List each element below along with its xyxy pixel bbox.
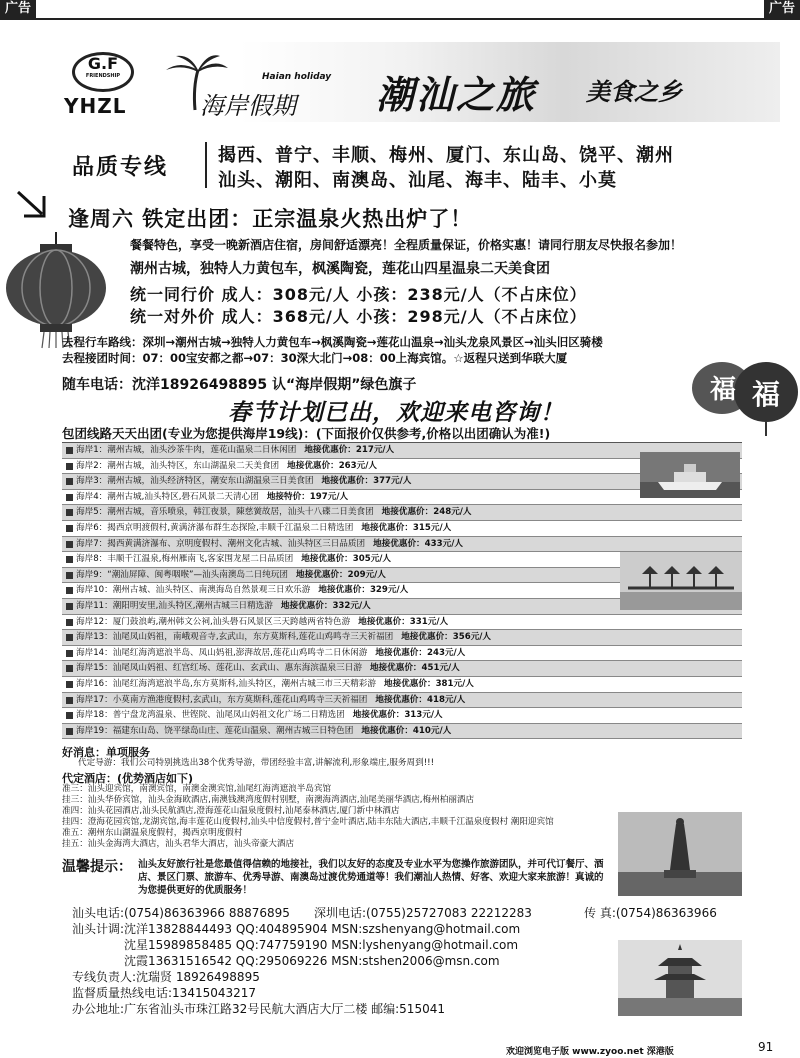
tour-row-name: 海岸10：潮州古城、汕头特区、南澳海岛自然景观三日欢乐游 [76,585,311,596]
tour-name: 潮州古城，独特人力黄包车，枫溪陶瓷，莲花山四星温泉二天美食团 [130,261,550,277]
bullet-square-icon [66,447,73,454]
brand-en: Haian holiday [262,72,332,82]
bullet-square-icon [66,681,73,688]
tour-row-price-label: 地接优惠价： [369,663,422,674]
guide-service: 代定导游：我们公司特别挑选出38个优秀导游，带团经验丰富,讲解流利,形象端庄,服务周到!!! [78,758,435,768]
bullet-square-icon [66,587,73,594]
arrow-down-right-icon [14,188,50,222]
tour-row [62,661,742,677]
warm-tip-title: 温馨提示： [62,859,132,875]
tour-row-price: 332元/人 [332,600,371,611]
tour-row-name: 海岸18：普宁盘龙湾温泉、世铿院、汕尾凤山妈祖文化广场二日精选团 [76,710,345,721]
bridge-image [620,552,742,610]
line-manager: 专线负责人:沈瑞贤 18926498895 [72,970,260,984]
tour-row-price: 451元/人 [421,663,460,674]
tour-row-price-label: 地接优惠价： [304,445,356,455]
hotel-line: 准三：汕头迎宾馆，南澳宾馆，南澳金澳宾馆,汕尾红海湾遮浪半岛宾馆 [62,784,332,794]
bullet-square-icon [66,728,73,735]
gf-logo [72,52,134,92]
tour-row [62,693,742,709]
tour-row-price: 197元/人 [309,491,349,502]
pickup-text: 去程接团时间：07：00宝安都之都→07：30深大北门→08：00上海宾馆。☆返程只送到华联大厦 [62,351,568,365]
fu-lantern-icon [682,352,800,436]
pagoda-image [618,940,742,1016]
page-number: 91 [758,1040,774,1054]
tour-row-price-label: 地接优惠价： [381,507,434,518]
bullet-square-icon [66,556,73,563]
shantou-tel: 汕头电话:(0754)86363966 88876895 [72,906,290,920]
tour-row-name: 海岸15：汕尾凤山妈祖、红宫红场、莲花山、玄武山、惠东海滨温泉三日游 [76,663,362,674]
tour-row-name: 海岸1：潮州古城，汕头沙茶牛肉，莲花山温泉二日休闲团 [76,445,297,455]
tour-row-name: 海岸9：“潮汕屏障、闽粤咽喉”—汕头南澳岛二日纯玩团 [76,569,289,580]
tour-row-price-label: 地接优惠价： [301,554,353,565]
spring-plan: 春节计划已出，欢迎来电咨询！ [228,400,564,426]
tour-row [62,646,742,662]
hotel-line: 挂五：汕头金海湾大酒店，汕头君华大酒店，汕头帝豪大酒店 [62,839,295,849]
tour-row-price-label: 地接优惠价： [384,678,436,689]
tour-row-price: 305元/人 [352,554,392,565]
tour-row-name: 海岸12：厦门鼓浪屿,潮州韩文公祠,汕头礐石风景区三天跨越两省特色游 [76,616,351,627]
tour-row-price-label: 地接优惠价： [321,476,374,487]
tour-row-price: 381元/人 [435,678,474,689]
ad-tag-left: 广告 [0,0,36,18]
tour-row-price: 356元/人 [452,632,492,643]
tour-row-price: 377元/人 [373,476,412,487]
shenzhen-tel: 深圳电话:(0755)25727083 22212283 [314,906,532,920]
hotel-line: 准四：汕头花园酒店,汕头民航酒店,澄海莲花山温泉度假村,汕尾泰林酒店,厦门新中林酒店 [62,806,400,816]
bullet-square-icon [66,619,73,626]
yhzl-logo-text: YHZL [64,94,127,118]
good-news-title: 好消息：单项服务 [62,746,150,759]
tour-row-price-label: 地接优惠价： [373,538,425,549]
footer-text: 欢迎浏览电子版 www.zyoo.net 深港版 [506,1047,674,1057]
tour-row-name: 海岸3：潮州古城，汕头经济特区，潮安东山湖温泉三日美食团 [76,476,314,487]
hotel-line: 挂四：澄海花园宾馆,龙湖宾馆,海丰莲花山度假村,汕头中信度假村,普宁金叶酒店,陆丰东陆大酒店,丰顺千江温泉度假村 潮阳迎宾馆 [62,817,554,827]
tour-row-price: 331元/人 [409,616,449,627]
tour-row-price-label: 地接优惠价： [296,569,348,580]
bullet-square-icon [66,665,73,672]
tour-row-price-label: 地接优惠价： [352,710,405,721]
hotel-line: 挂三：汕头华侨宾馆，汕头金海欧酒店,南澳钱澳湾度假村别墅，南澳海湾酒店,汕尾美丽华酒店,梅州柏丽酒店 [62,795,475,805]
price-retail: 统一对外价 成人：368元/人 小孩：298元/人（不占床位） [130,307,587,326]
top-divider [0,18,800,20]
tour-row-price-label: 地接特价： [266,491,310,502]
tour-row-price: 433元/人 [424,538,463,549]
tour-row-price: 217元/人 [355,445,395,455]
fu-char-1: 福 [710,375,737,405]
tour-row-price: 263元/人 [338,460,377,471]
tour-row-price-label: 地接优惠价： [287,460,339,471]
tour-row [62,677,742,693]
supervision-hotline: 监督质量热线电话:13415043217 [72,986,257,1000]
tour-row-name: 海岸13：汕尾凤山妈祖，南峨观音寺,玄武山，东方莫斯科,莲花山鸡鸣寺三天祈福团 [76,632,394,643]
tour-row-name: 海岸2：潮州古城，汕头特区，东山湖温泉二天美食团 [76,460,280,471]
tour-list-header: 包团线路天天出团(专业为您提供海岸19线)：(下面报价仅供参考,价格以出团确认为准!) [62,426,551,441]
tour-row-price-label: 地接优惠价： [375,647,427,658]
tour-row-price: 313元/人 [404,710,443,721]
tour-row [62,521,742,537]
ship-image [640,452,740,498]
tour-row-price: 329元/人 [369,585,409,596]
hotel-title: 代定酒店：(优势酒店如下) [62,772,194,785]
office-address: 办公地址:广东省汕头市珠江路32号民航大酒店大厅二楼 邮编:515041 [72,1002,445,1016]
tour-row-price: 315元/人 [412,522,452,533]
tour-row [62,505,742,521]
tour-row-name: 海岸17：小莫南方渔港度假村,玄武山，东方莫斯科,莲花山鸡鸣寺三天祈福团 [76,694,368,705]
fu-char-2: 福 [752,378,781,411]
bullet-square-icon [66,634,73,641]
bullet-square-icon [66,509,73,516]
logo-sub-text: FRIENDSHIP [85,73,121,79]
tour-row-price: 248元/人 [433,507,472,518]
quality-cities-line1: 揭西、普宁、丰顺、梅州、厦门、东山岛、饶平、潮州 [218,145,674,166]
tour-row-name: 海岸6：揭西京明渡假村,黄满济瀑布群生态探险,丰顺千江温泉二日精选团 [76,522,354,533]
bullet-square-icon [66,463,73,470]
bullet-square-icon [66,494,73,501]
fax: 传 真:(0754)86363966 [584,906,717,920]
ad-tag-right: 广告 [764,0,800,18]
tour-row [62,630,742,646]
banner-subtitle: 美食之乡 [586,78,682,106]
tour-row [62,708,742,724]
tour-row-name: 海岸19：福建东山岛、饶平绿岛山庄、莲花山温泉、潮州古城三日特色团 [76,725,354,736]
bullet-square-icon [66,478,73,485]
tour-row-price-label: 地接优惠价： [361,725,413,736]
tour-row-price: 209元/人 [347,569,386,580]
tour-row-price: 418元/人 [426,694,466,705]
tour-row-name: 海岸11：潮阳明安里,汕头特区,潮州古城三日精选游 [76,600,273,611]
tour-row-name: 海岸5：潮州古城，音乐喷泉，韩江夜景，陳慈黉故居，汕头十八碟二日美食团 [76,507,374,518]
tour-row-price-label: 地接优惠价： [358,616,410,627]
tour-row [62,615,742,631]
tour-row-price: 410元/人 [412,725,452,736]
tour-row-name: 海岸7：揭西黄满济瀑布、京明度假村、潮州文化古城、汕头特区三日品质团 [76,538,366,549]
feature-line: 餐餐特色，享受一晚新酒店住宿，房间舒适漂亮！全程质量保证，价格实惠！请同行朋友尽快报名参加！ [130,238,683,252]
price-trade: 统一同行价 成人：308元/人 小孩：238元/人（不占床位） [130,285,587,304]
bullet-square-icon [66,525,73,532]
tour-row-price-label: 地接优惠价： [401,632,453,643]
bullet-square-icon [66,712,73,719]
hotel-line: 准五：潮州东山湖温泉度假村，揭西京明度假村 [62,828,243,838]
lantern-icon [2,232,110,350]
bullet-square-icon [66,603,73,610]
warm-tip-text: 汕头友好旅行社是您最值得信赖的地接社，我们以友好的态度及专业水平为您操作旅游团队，并可代订餐厅、酒店、景区门票、旅游车、优秀导游、南澳岛过渡优势通道等！我们潮汕人热情、好客、欢迎大家来旅游！真诚的为您提供更好的优质服务！ [138,859,604,896]
tour-row-name: 海岸4：潮州古城,汕头特区,礐石风景二天清心团 [76,491,259,502]
tour-row-name: 海岸14：汕尾红海湾遮浪半岛、凤山妈祖,澎湃故居,莲花山鸡鸣寺二日休闲游 [76,647,368,658]
escort-phone: 随车电话：沈洋18926498895 认“海岸假期”绿色旗子 [62,377,417,393]
bullet-square-icon [66,572,73,579]
logo-gf-text: G.F [87,54,119,73]
tour-row-name: 海岸16：汕尾红海湾遮浪半岛,东方莫斯科,汕头特区，潮州古城三市三天精彩游 [76,678,376,689]
tour-row-price: 243元/人 [426,647,466,658]
quality-label: 品质专线 [72,155,169,180]
tour-row-name: 海岸8：丰顺千江温泉,梅州雁南飞,客家围龙屋二日品质团 [76,554,294,565]
tour-row-price-label: 地接优惠价： [280,600,333,611]
bullet-square-icon [66,697,73,704]
statue-image [618,812,742,896]
tour-row [62,724,742,740]
tour-row-price-label: 地接优惠价： [375,694,427,705]
tour-row-price-label: 地接优惠价： [361,522,413,533]
planner-2: 沈星15989858485 QQ:747759190 MSN:lyshenyang@hotmail.com [124,938,519,952]
bullet-square-icon [66,541,73,548]
planner-1: 汕头计调:沈洋13828844493 QQ:404895904 MSN:szshenyang@hotmail.com [72,922,521,936]
route-text: 去程行车路线：深圳→潮州古城→独特人力黄包车→枫溪陶瓷→莲花山温泉→汕头龙泉风景区→汕头旧区骑楼 [62,335,603,349]
bullet-square-icon [66,650,73,657]
headline: 逢周六 铁定出团：正宗温泉火热出炉了！ [68,207,473,231]
quality-cities-line2: 汕头、潮阳、南澳岛、汕尾、海丰、陆丰、小莫 [218,170,617,191]
planner-3: 沈霞13631516542 QQ:295069226 MSN:stshen2006@msn.com [124,954,500,968]
banner-title: 潮汕之旅 [376,73,537,117]
tour-row-price-label: 地接优惠价： [318,585,370,596]
tour-row [62,537,742,553]
quality-divider [205,142,207,188]
brand-cn: 海岸假期 [200,92,296,120]
